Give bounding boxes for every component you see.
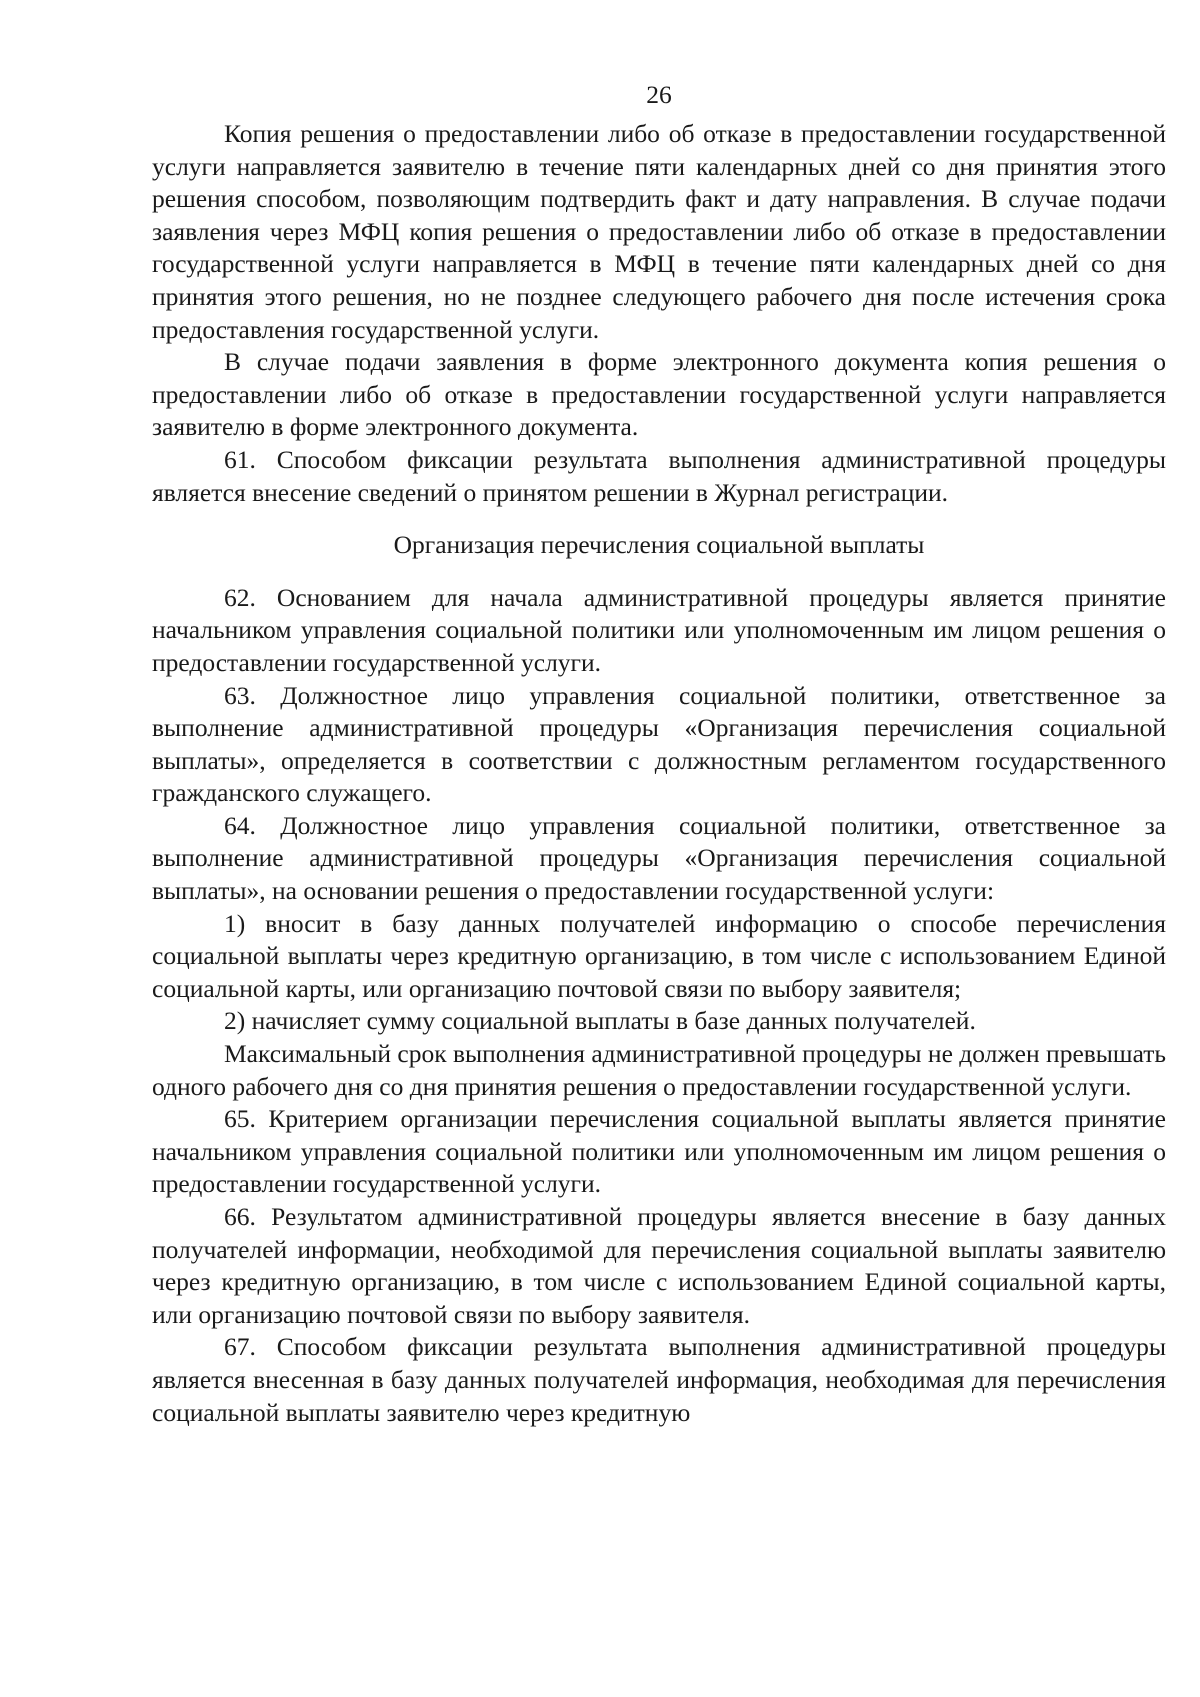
paragraph-62: 62. Основанием для начала административной процедуры является принятие начальником управления социальной политики или уполномоченным им лицом решения о предоставлении государственной услуги. (152, 582, 1166, 677)
list-item-1: 1) вносит в базу данных получателей информацию о способе перечисления социальной выплаты через кредитную организацию, в том числе с использованием Единой социальной карты, или организацию почтовой связи по выбору заявителя; (152, 908, 1166, 1003)
list-item-2: 2) начисляет сумму социальной выплаты в базе данных получателей. (224, 1006, 976, 1036)
paragraph-63: 63. Должностное лицо управления социальной политики, ответственное за выполнение административной процедуры «Организация перечисления социальной выплаты», определяется в соответствии с должностным регламентом государственного гражданского служащего. (152, 680, 1166, 808)
paragraph-65: 65. Критерием организации перечисления социальной выплаты является принятие начальником управления социальной политики или уполномоченным им лицом решения о предоставлении государственной услуги. (152, 1104, 1166, 1199)
paragraph-max-term: Максимальный срок выполнения административной процедуры не должен превышать одного рабочего дня со дня принятия решения о предоставлении государственной услуги. (152, 1039, 1166, 1101)
page-number: 26 (646, 80, 672, 109)
paragraph-decision-copy: Копия решения о предоставлении либо об отказе в предоставлении государственной услуги направляется заявителю в течение пяти календарных дней со дня принятия этого решения способом, позволяющим подтвердить факт и дату направления. В случае подачи заявления через МФЦ копия решения о предоставлении либо об отказе в предоставлении государственной услуги направляется в МФЦ в течение пяти календарных дней со дня принятия этого решения, но не позднее следующего рабочего дня после истечения срока предоставления государственной услуги. (152, 119, 1166, 344)
paragraph-64: 64. Должностное лицо управления социальной политики, ответственное за выполнение административной процедуры «Организация перечисления социальной выплаты», на основании решения о предоставлении государственной услуги: (152, 810, 1166, 906)
paragraph-61: 61. Способом фиксации результата выполнения административной процедуры является внесение сведений о принятом решении в Журнал регистрации. (152, 444, 1166, 507)
paragraph-electronic-copy: В случае подачи заявления в форме электронного документа копия решения о предоставлении либо об отказе в предоставлении государственной услуги направляется заявителю в форме электронного документа. (152, 347, 1166, 442)
paragraph-66: 66. Результатом административной процедуры является внесение в базу данных получателей информации, необходимой для перечисления социальной выплаты заявителю через кредитную организацию, в том числе с использованием Единой социальной карты, или организацию почтовой связи по выбору заявителя. (152, 1202, 1166, 1329)
document-page (152, 72, 1166, 1429)
section-heading: Организация перечисления социальной выплаты (393, 530, 925, 560)
paragraph-67: 67. Способом фиксации результата выполнения административной процедуры является внесенная в базу данных получателей информация, необходимая для перечисления социальной выплаты заявителю через кредитную (152, 1332, 1166, 1427)
